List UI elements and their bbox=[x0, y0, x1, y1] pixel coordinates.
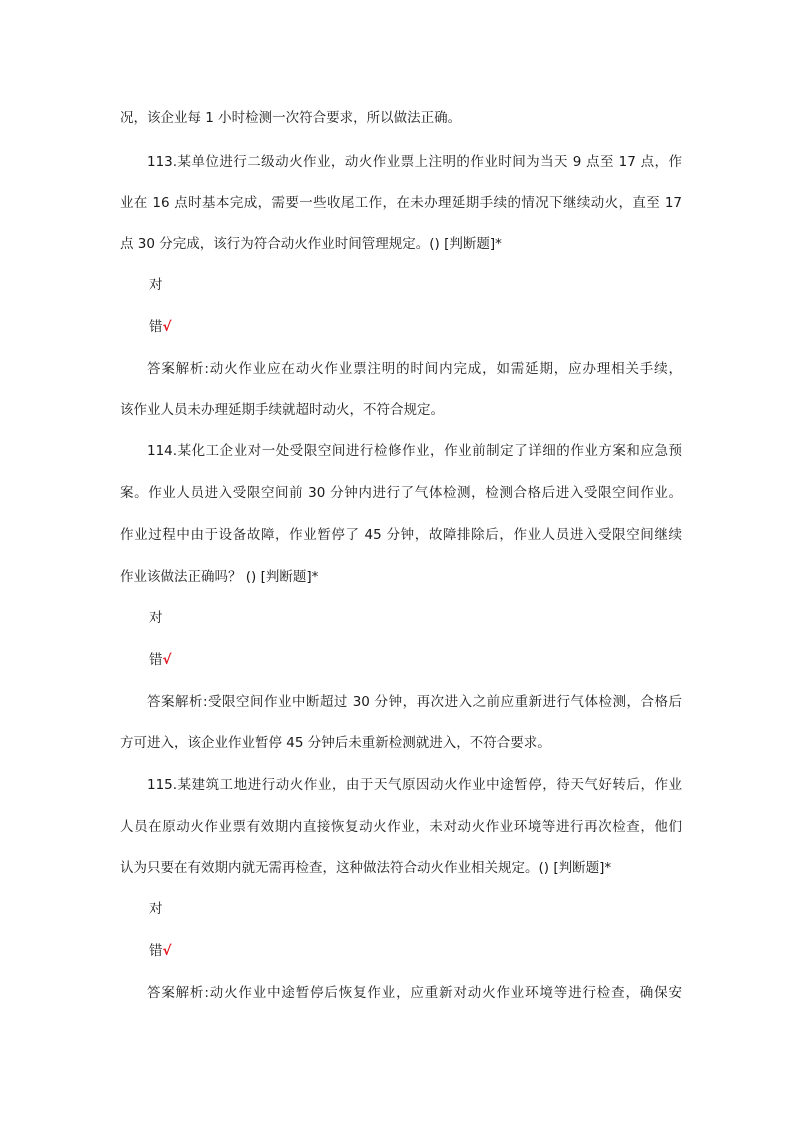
question-113-line-2: 业在 16 点时基本完成，需要一些收尾工作，在未办理延期手续的情况下继续动火，直至 17 bbox=[120, 195, 682, 211]
question-115-line-3: 认为只要在有效期内就无需再检查，这种做法符合动火作业相关规定。() [判断题]* bbox=[120, 860, 612, 876]
question-114-option-true[interactable]: 对 bbox=[149, 610, 163, 626]
question-114-line-4: 作业该做法正确吗？ () [判断题]* bbox=[120, 569, 319, 585]
question-113-option-true[interactable]: 对 bbox=[149, 277, 163, 293]
question-113-line-1: 113.某单位进行二级动火作业，动火作业票上注明的作业时间为当天 9 点至 17 点，作 bbox=[147, 154, 682, 170]
correct-check-icon: √ bbox=[162, 319, 172, 335]
question-113-option-false[interactable] bbox=[149, 317, 349, 337]
correct-check-icon: √ bbox=[162, 943, 172, 959]
option-false-label: 错 bbox=[149, 652, 163, 668]
question-115-line-2: 人员在原动火作业票有效期内直接恢复动火作业，未对动火作业环境等进行再次检查，他们 bbox=[120, 819, 682, 835]
question-115-option-false[interactable] bbox=[149, 941, 349, 961]
question-113-analysis-line-2: 该作业人员未办理延期手续就超时动火，不符合规定。 bbox=[120, 402, 444, 418]
option-false-label: 错 bbox=[149, 943, 163, 959]
question-115-line-1: 115.某建筑工地进行动火作业，由于天气原因动火作业中途暂停，待天气好转后，作业 bbox=[147, 777, 682, 793]
question-113-analysis-line-1: 答案解析:动火作业应在动火作业票注明的时间内完成，如需延期，应办理相关手续， bbox=[147, 361, 682, 377]
correct-check-icon: √ bbox=[162, 652, 172, 668]
question-113-line-3: 点 30 分完成，该行为符合动火作业时间管理规定。() [判断题]* bbox=[120, 236, 502, 252]
paragraph-continuation: 况，该企业每 1 小时检测一次符合要求，所以做法正确。 bbox=[120, 110, 462, 126]
question-114-line-3: 作业过程中由于设备故障，作业暂停了 45 分钟，故障排除后，作业人员进入受限空间继续 bbox=[120, 527, 682, 543]
question-115-option-true[interactable]: 对 bbox=[149, 901, 163, 917]
question-114-option-false[interactable] bbox=[149, 650, 349, 670]
question-114-analysis-line-1: 答案解析:受限空间作业中断超过 30 分钟，再次进入之前应重新进行气体检测，合格后 bbox=[147, 694, 682, 710]
option-false-label: 错 bbox=[149, 319, 163, 335]
question-115-analysis-line-1: 答案解析:动火作业中途暂停后恢复作业，应重新对动火作业环境等进行检查，确保安 bbox=[147, 985, 682, 1001]
question-114-analysis-line-2: 方可进入，该企业作业暂停 45 分钟后未重新检测就进入，不符合要求。 bbox=[120, 735, 551, 751]
question-114-line-1: 114.某化工企业对一处受限空间进行检修作业，作业前制定了详细的作业方案和应急预 bbox=[147, 443, 682, 459]
question-114-line-2: 案。作业人员进入受限空间前 30 分钟内进行了气体检测，检测合格后进入受限空间作业。 bbox=[120, 485, 682, 501]
